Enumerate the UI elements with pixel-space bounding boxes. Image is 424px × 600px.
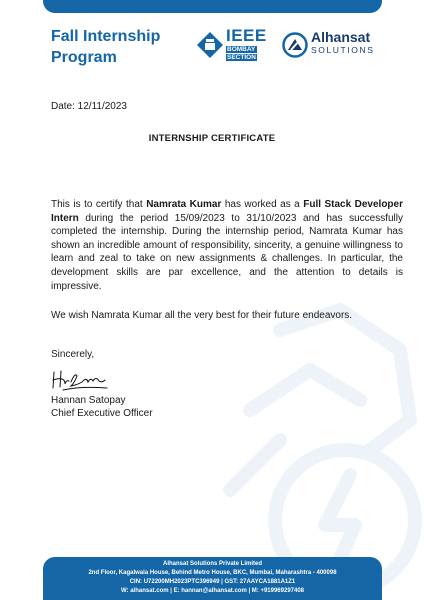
handwritten-signature [51,368,111,392]
signer-name: Hannan Satopay [51,395,126,406]
closing-wish-paragraph: We wish Namrata Kumar all the very best for their future endeavors. [51,310,353,321]
alhansat-emblem-icon [282,32,308,58]
certificate-body-paragraph [51,198,403,293]
watermark-emblem-icon [210,290,424,600]
ieee-sub-line2: SECTION [227,54,256,61]
ieee-wordmark: IEEE [226,26,267,45]
signer-title: Chief Executive Officer [51,408,153,419]
issue-date: Date: 12/11/2023 [51,101,127,112]
footer-banner [43,557,382,600]
ieee-sub-line1: BOMBAY [227,46,256,53]
ieee-diamond-icon [197,32,223,58]
certificate-title: INTERNSHIP CERTIFICATE [148,133,276,144]
body-text-2: has worked as a [221,199,304,210]
footer-company-name: Alhansat Solutions Private Limited [162,561,263,567]
body-text-3: during the period 15/09/2023 to 31/10/2023 and has successfully completed the internship. During the internship period, Namrata Kumar has shown an incredible amount of responsibility, sincerity, a genuine willingness to learn and zeal to take on new assignments & challenges. In particular, the development skills are par excellence, and the attention to details is impressive. [51,212,403,292]
program-title-line1: Fall Internship [51,28,161,45]
program-title-line2: Program [51,49,117,66]
footer-address: 2nd Floor, Kagalwala House, Behind Metro House, BKC, Mumbai, Maharashtra - 400098 [88,570,337,576]
program-title [51,26,191,68]
footer-contact: W: alhansat.com | E: hannan@alhansat.com | M: +919969297408 [121,588,304,594]
intern-name: Namrata Kumar [146,199,222,210]
top-banner [43,0,382,13]
alhansat-subtitle: SOLUTIONS [311,45,375,55]
alhansat-wordmark: Alhansat [311,29,371,45]
ieee-section-label [226,46,257,62]
footer-registration: CIN: U72200MH2023PTC396949 | GST: 27AAYCA1881A1Z1 [129,579,296,585]
intern-role: Full Stack Developer Intern [51,199,403,224]
body-text-1: This is to certify that [51,199,147,210]
ieee-bombay-logo [197,26,275,61]
sincerely-label: Sincerely, [51,349,95,360]
alhansat-logo [282,30,382,60]
